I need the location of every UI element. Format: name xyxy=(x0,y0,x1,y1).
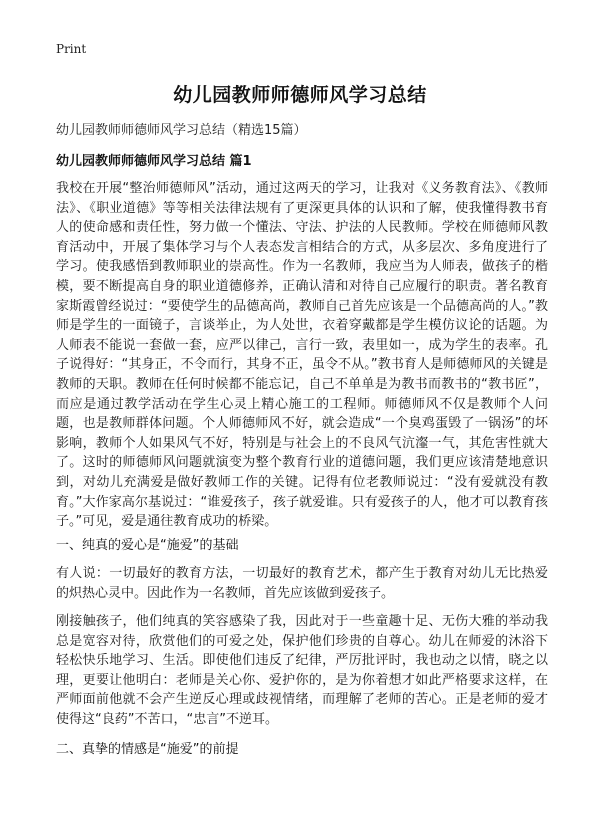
section-title: 幼儿园教师师德师风学习总结 篇1 xyxy=(56,154,252,169)
heading-sincere-emotion: 二、真挚的情感是“施爱”的前提 xyxy=(56,742,239,757)
paragraph-1: 我校在开展“整治师德师风”活动，通过这两天的学习，让我对《义务教育法》、《教师法》、《职业道德》等等相关法律法规有了更深更具体的认识和了解，使我懂得教书育人的使命感和责任性，努力做一个懂法、守法、护法的人民教师。学校在师德师风教育活动中，开展了集体学习与个人表态发言相结合的方式，从多层次、多角度进行了学习。使我感悟到教师职业的崇高性。作为一名教师，我应当为人师表，做孩子的楷模，要不断提高自身的职业道德修养，正确认清和对待自己应履行的职责。著名教育家斯霞曾经说过：“要使学生的品德高尚，教师自己首先应该是一个品德高尚的人。”教师是学生的一面镜子，言谈举止，为人处世，衣着穿戴都是学生模仿议论的话题。为人师表不能说一套做一套，应严以律己，言行一致，表里如一，成为学生的表率。孔子说得好：“其身正，不令而行，其身不正，虽令不从。”教书育人是师德师风的关键是教师的天职。教师在任何时候都不能忘记，自己不单单是为教书而教书的“教书匠”，而应是通过教学活动在学生心灵上精心施工的工程师。师德师风不仅是教师个人问题，也是教师群体问题。个人师德师风不好，就会造成“一个臭鸡蛋毁了一锅汤”的坏影响，教师个人如果风气不好，特别是与社会上的不良风气沆瀣一气，其危害性就大了。这时的师德师风问题就演变为整个教育行业的道德问题，我们更应该清楚地意识到，对幼儿充满爱是做好教师工作的关键。记得有位老教师说过：“没有爱就没有教育。”大作家高尔基说过：“谁爱孩子，孩子就爱谁。只有爱孩子的人，他才可以教育孩子。”可见，爱是通往教育成功的桥梁。 xyxy=(56,181,548,530)
paragraph-3: 刚接触孩子，他们纯真的笑容感染了我，因此对于一些童趣十足、无伤大雅的举动我总是宽容对待，欣赏他们的可爱之处，保护他们珍贵的自尊心。幼儿在师爱的沐浴下轻松快乐地学习、生活。即使他们违反了纪律，严厉批评时，我也动之以情，晓之以理，更要让他明白：老师是关心你、爱护你的，是为你着想才如此严格要求这样，在严师面前他就不会产生逆反心理或歧视情绪，而理解了老师的苦心。正是老师的爱才使得这“良药”不苦口，“忠言”不逆耳。 xyxy=(56,614,548,727)
heading-pure-love: 一、纯真的爱心是“施爱”的基础 xyxy=(56,538,239,553)
document-subtitle: 幼儿园教师师德师风学习总结（精选15篇） xyxy=(56,123,307,138)
paragraph-2: 有人说：一切最好的教育方法，一切最好的教育艺术，都产生于教育对幼儿无比热爱的炽热心灵中。因此作为一名教师，首先应该做到爱孩子。 xyxy=(56,566,548,601)
page-title: 幼儿园教师师德师风学习总结 xyxy=(173,84,427,106)
print-link[interactable]: Print xyxy=(56,42,87,56)
